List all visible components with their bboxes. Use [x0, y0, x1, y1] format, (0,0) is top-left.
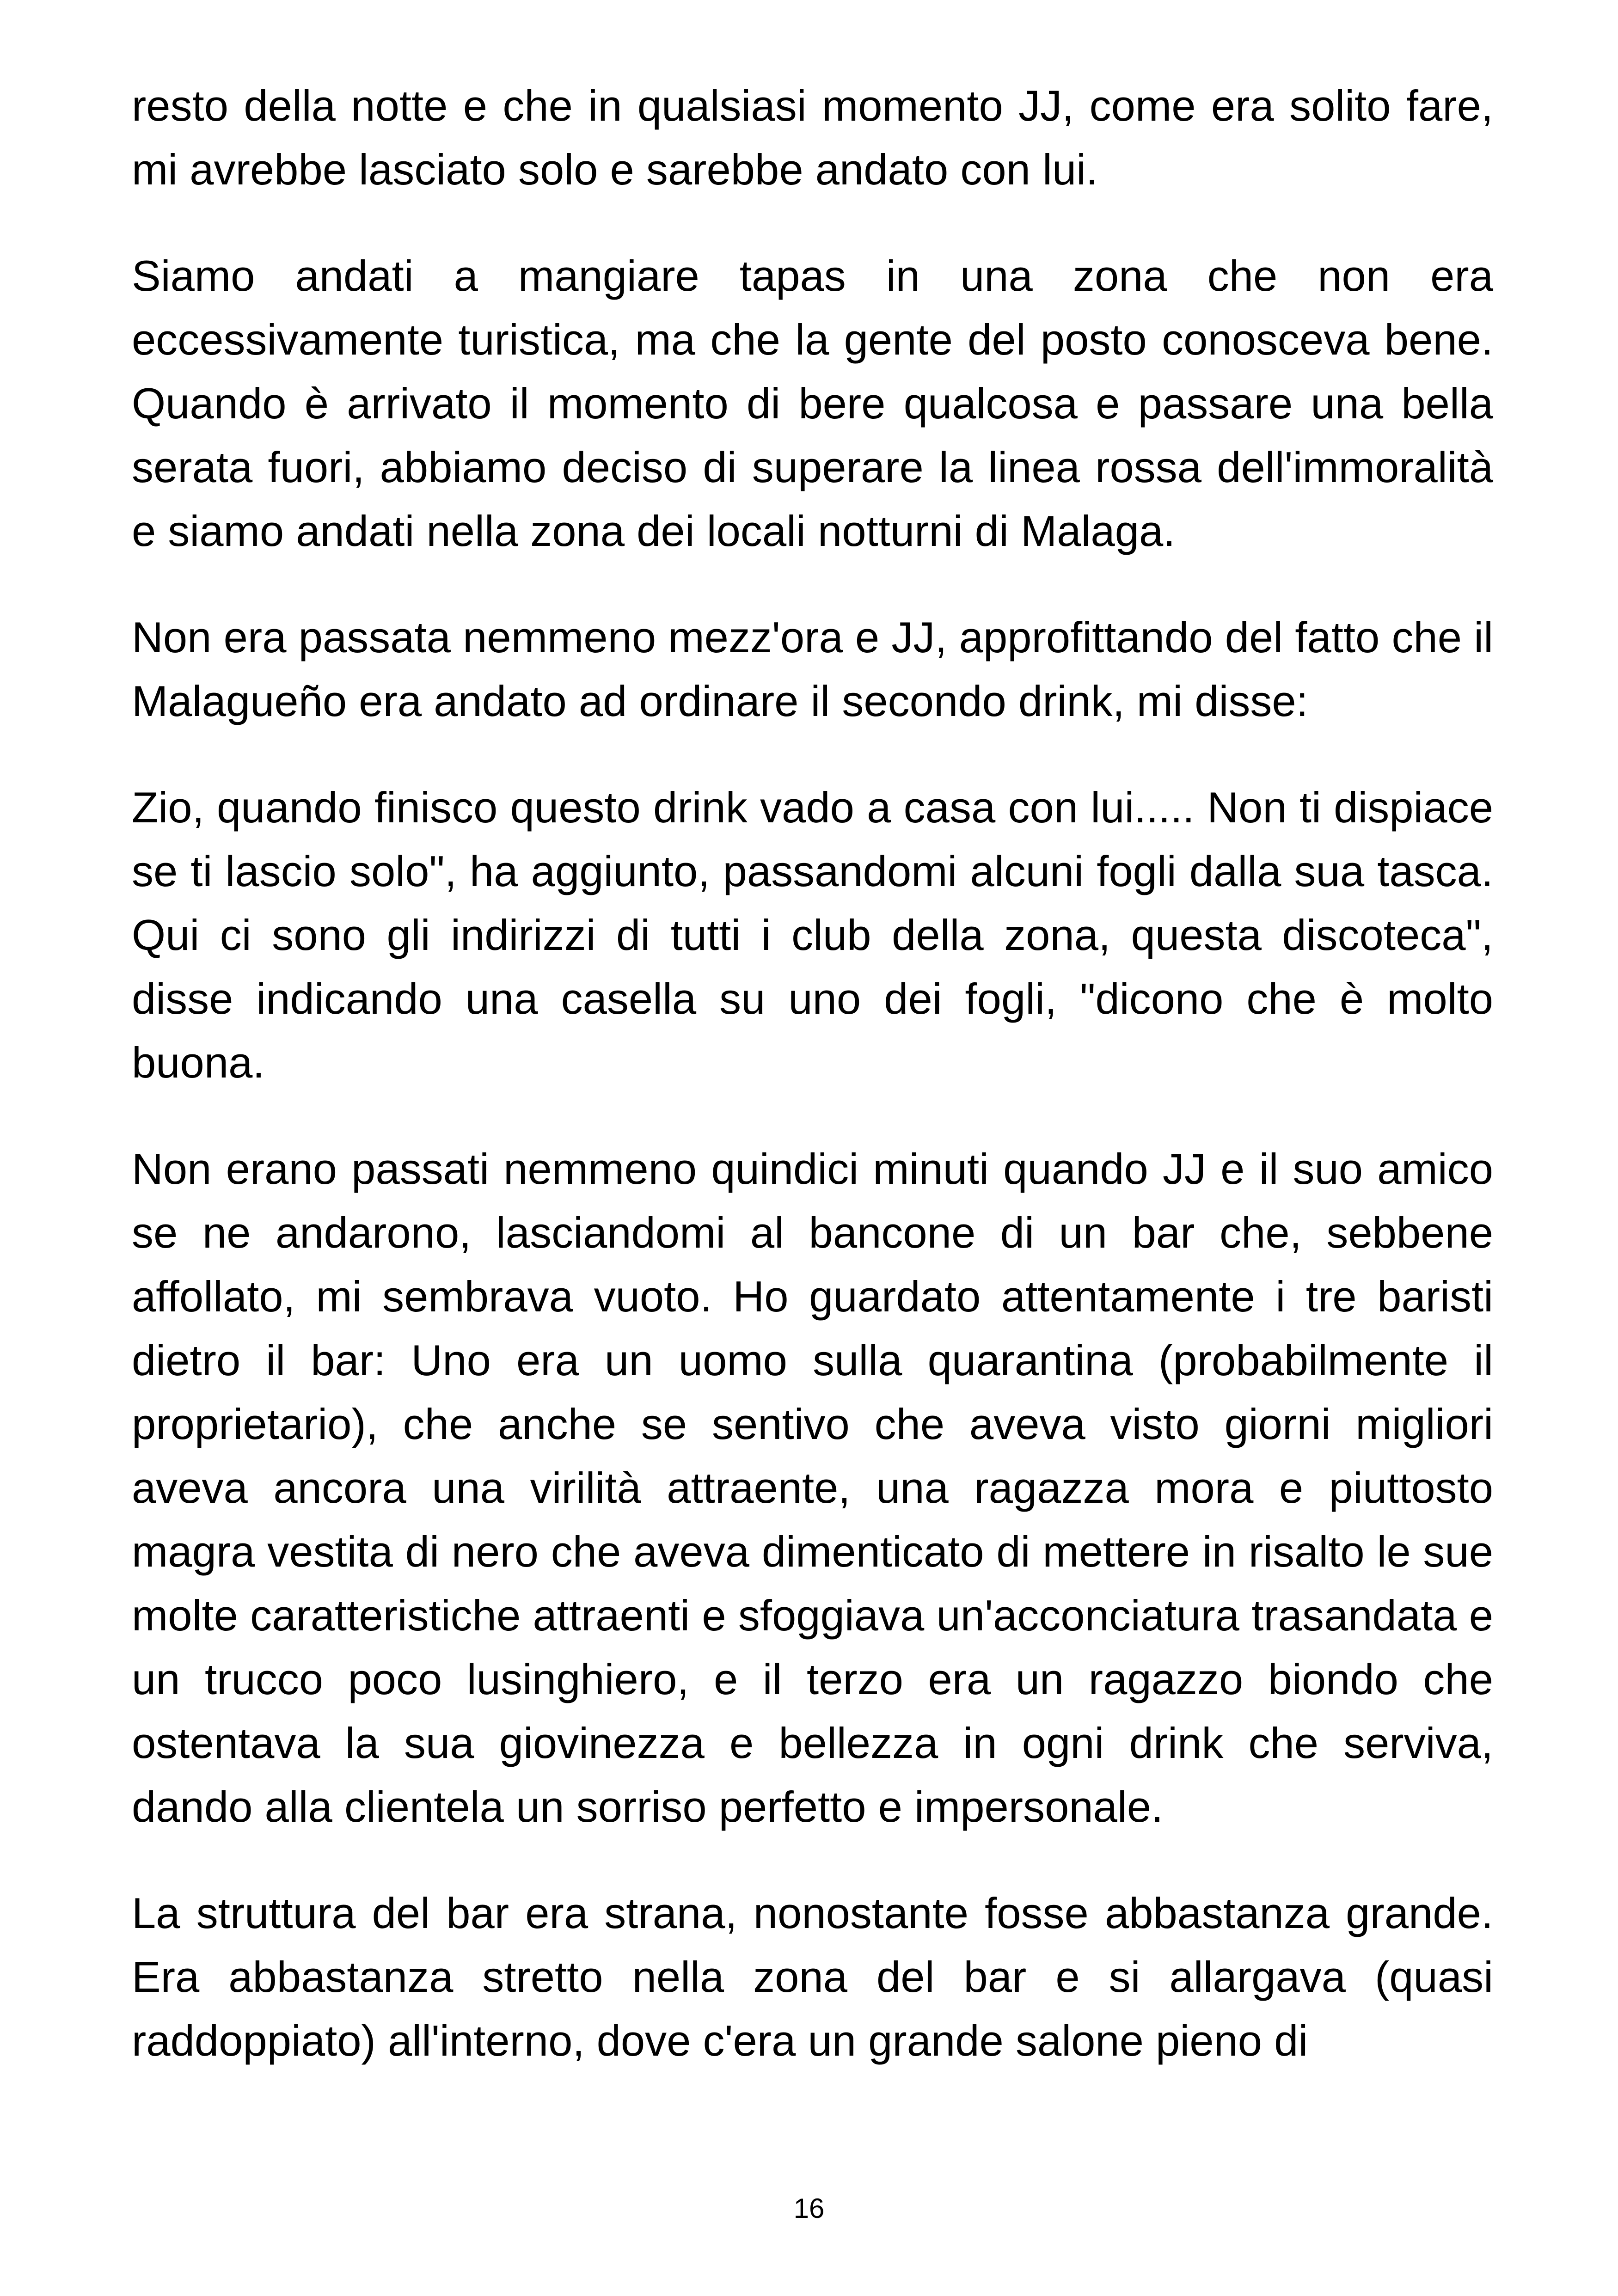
body-text: [132, 74, 1493, 2115]
paragraph-6: La struttura del bar era strana, nonostante fosse abbastanza grande. Era abbastanza stretto nella zona del bar e si allargava (quasi raddoppiato) all'interno, dove c'era un grande salone pieno di: [132, 1889, 1493, 2065]
paragraph-2: Siamo andati a mangiare tapas in una zona che non era eccessivamente turistica, ma che la gente del posto conosceva bene. Quando è arrivato il momento di bere qualcosa e passare una bella serata fuori, abbiamo deciso di superare la linea rossa dell'immoralità e siamo andati nella zona dei locali notturni di Malaga.: [132, 251, 1493, 555]
paragraph-5: Non erano passati nemmeno quindici minuti quando JJ e il suo amico se ne andarono, lasciandomi al bancone di un bar che, sebbene affollato, mi sembrava vuoto. Ho guardato attentamente i tre baristi dietro il bar: Uno era un uomo sulla quarantina (probabilmente il proprietario), che anche se sentivo che aveva visto giorni migliori aveva ancora una virilità attraente, una ragazza mora e piuttosto magra vestita di nero che aveva dimenticato di mettere in risalto le sue molte caratteristiche attraenti e sfoggiava un'acconciatura trasandata e un trucco poco lusinghiero, e il terzo era un ragazzo biondo che ostentava la sua giovinezza e bellezza in ogni drink che serviva, dando alla clientela un sorriso perfetto e impersonale.: [132, 1145, 1493, 1831]
paragraph-4: Zio, quando finisco questo drink vado a casa con lui..... Non ti dispiace se ti lascio solo", ha aggiunto, passandomi alcuni fogli dalla sua tasca. Qui ci sono gli indirizzi di tutti i club della zona, questa discoteca", disse indicando una casella su uno dei fogli, "dicono che è molto buona.: [132, 783, 1493, 1087]
paragraph-1: resto della notte e che in qualsiasi momento JJ, come era solito fare, mi avrebbe lasciato solo e sarebbe andato con lui.: [132, 81, 1493, 194]
page-number: 16: [793, 2193, 825, 2224]
paragraph-3: Non era passata nemmeno mezz'ora e JJ, approfittando del fatto che il Malagueño era andato ad ordinare il secondo drink, mi disse:: [132, 613, 1493, 725]
